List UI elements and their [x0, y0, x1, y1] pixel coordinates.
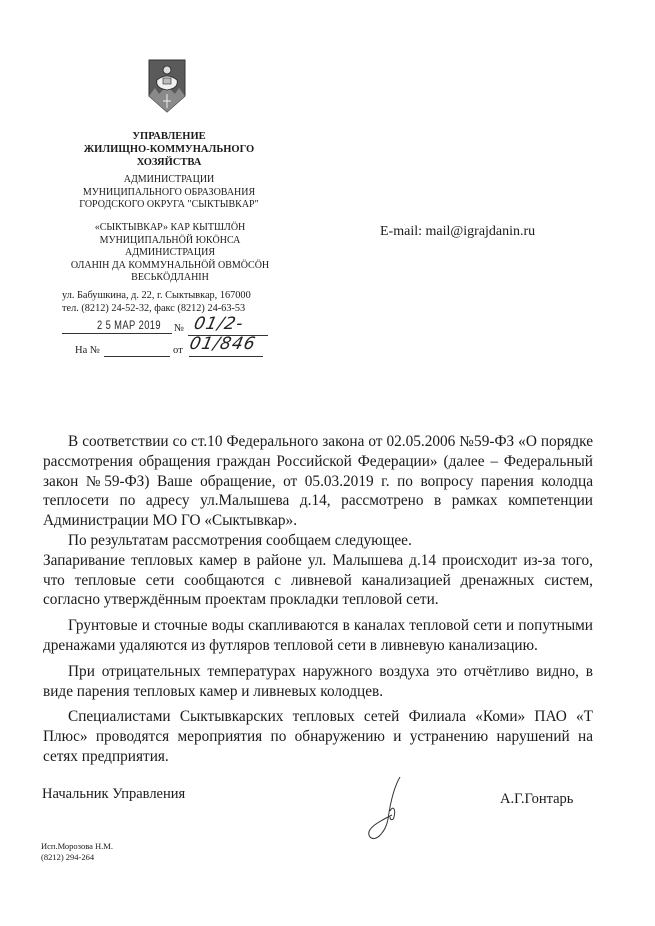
coat-of-arms-icon [147, 58, 187, 114]
reply-number-label: На № [75, 345, 100, 356]
org-admin-line: ГОРОДСКОГО ОКРУГА "СЫКТЫВКАР" [79, 199, 259, 210]
org-bold-line: ХОЗЯЙСТВА [136, 157, 202, 168]
body-paragraph: Запаривание тепловых камер в районе ул. Малышева д.14 происходит из-за того, что тепловые сети сообщаются с ливневой канализацией дренажных систем, согласно утверждённым проектам прокладки тепловой сети. [43, 551, 593, 609]
org-komi-line: ОЛАНІН ДА КОММУНАЛЬНÖЙ ОВМÖСÖН [70, 259, 270, 271]
executor-info [41, 841, 113, 862]
body-paragraph: В соответствии со ст.10 Федерального закона от 02.05.2006 №59-ФЗ «О порядке рассмотрения обращения граждан Российской Федерации» (далее – Федеральный закон №59-ФЗ) Ваше обращение, от 05.03.2019 г. по вопросу парения колодца теплосети по адресу ул.Малышева д.14, рассмотрено в рамках компетенции Администрации МО ГО «Сыктывкар». [43, 433, 593, 530]
org-bold-line: ЖИЛИЩНО-КОММУНАЛЬНОГО [83, 144, 255, 155]
org-admin-line: АДМИНИСТРАЦИИ [123, 174, 215, 185]
body-paragraph: По результатам рассмотрения сообщаем следующее. [68, 531, 412, 549]
executor-phone: (8212) 294-264 [41, 851, 95, 862]
signer-name: А.Г.Гонтарь [500, 791, 574, 807]
org-admin-name [60, 174, 278, 212]
org-komi-line: АДМИНИСТРАЦИЯ [125, 247, 215, 258]
org-address: ул. Бабушкина, д. 22, г. Сыктывкар, 167000 [62, 290, 251, 301]
body-paragraph: Грунтовые и сточные воды скапливаются в каналах тепловой сети и попутными дренажами удаляются из футляров тепловой сети в ливневую канализацию. [43, 617, 593, 654]
reply-date-underline [189, 356, 263, 357]
org-name-bold [60, 130, 278, 169]
reply-number-underline [104, 356, 170, 357]
org-komi-line: МУНИЦИПАЛЬНÖЙ ЮКÖНСА [99, 234, 241, 246]
reply-reference-row [75, 345, 275, 361]
org-contacts [62, 290, 282, 316]
outgoing-number: 01/2-01/846 [187, 314, 258, 354]
number-label: № [174, 323, 185, 334]
reply-date-label: от [173, 345, 183, 356]
executor-name: Исп.Морозова Н.М. [41, 841, 113, 851]
org-name-komi [55, 222, 285, 285]
body-paragraph: Специалистами Сыктывкарских тепловых сетей Филиала «Коми» ПАО «Т Плюс» проводятся мероприятия по обнаружению и устранению нарушений на сетях предприятия. [43, 708, 593, 765]
body-paragraph: При отрицательных температурах наружного воздуха это отчётливо видно, в виде парения тепловых камер и ливневых колодцев. [43, 662, 593, 700]
letter-body [43, 432, 593, 767]
org-phones: тел. (8212) 24-52-32, факс (8212) 24-63-53 [62, 302, 246, 314]
org-komi-line: «СЫКТЫВКАР» КАР КЫТШЛÖН [94, 222, 246, 233]
org-admin-line: МУНИЦИПАЛЬНОГО ОБРАЗОВАНИЯ [82, 186, 256, 198]
signer-position: Начальник Управления [42, 786, 186, 802]
org-komi-line: ВЕСЬКÖДЛАНІН [131, 272, 209, 283]
handwritten-signature-icon [360, 775, 410, 845]
date-stamp: 2 5 МАР 2019 [97, 318, 162, 332]
date-underline [62, 333, 172, 334]
recipient-email: E-mail: mail@igrajdanin.ru [380, 224, 536, 239]
org-bold-line: УПРАВЛЕНИЕ [132, 131, 206, 142]
